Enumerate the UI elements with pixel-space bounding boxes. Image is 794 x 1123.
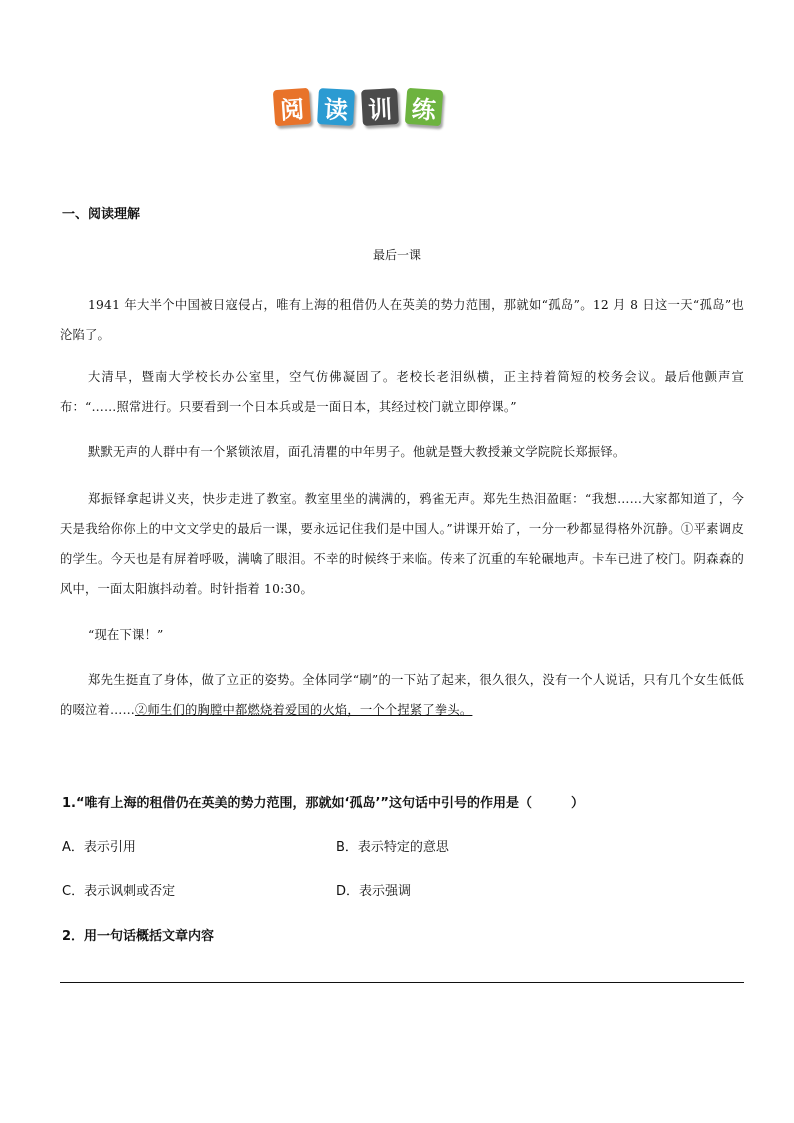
banner-tile-4	[405, 88, 443, 126]
passage-paragraph-5: “现在下课！”	[88, 628, 164, 642]
passage-paragraph-4: 郑振铎拿起讲义夹，快步走进了教室。教室里坐的满满的，鸦雀无声。郑先生热泪盈眶：“我想……大家都知道了，今天是我给你你上的中文文学史的最后一课，要永远记住我们是中国人。”讲课开始了，一分一秒都显得格外沉静。①平素调皮的学生。今天也是有屏着呼吸，满噙了眼泪。不幸的时候终于来临。传来了沉重的车轮碾地声。卡车已进了校门。阴森森的风中，一面太阳旗抖动着。时针指着 10:30。	[60, 492, 744, 596]
question-1: 1.“唯有上海的租借仍在英美的势力范围，那就如‘孤岛’”这句话中引号的作用是（ ）	[62, 796, 584, 811]
underlined-sentence-2: ②师生们的胸膛中都燃烧着爱国的火焰，一个个捏紧了拳头。	[134, 703, 473, 717]
section-title: 一、阅读理解	[62, 207, 141, 222]
banner-char-4: 练	[410, 94, 437, 125]
passage-paragraph-6	[60, 665, 744, 725]
passage-paragraph-2: 大清早，暨南大学校长办公室里，空气仿佛凝固了。老校长老泪纵横，正主持着简短的校务会议。最后他颤声宣布：“……照常进行。只要看到一个日本兵或是一面日本，其经过校门就立即停课。”	[60, 370, 744, 414]
q1-option-a[interactable]: A．表示引用	[62, 840, 136, 855]
answer-line[interactable]	[60, 982, 744, 983]
banner-tile-1	[273, 88, 311, 126]
q1-option-b[interactable]: B．表示特定的意思	[336, 840, 449, 855]
reading-training-banner	[274, 89, 444, 131]
paragraph-6-text: 郑先生挺直了身体，做了立正的姿势。全体同学“刷”的一下站了起来，很久很久，没有一个人说话，只有几个女生低低的啜泣着……	[60, 673, 744, 717]
q1-option-c[interactable]: C．表示讽刺或否定	[62, 884, 176, 899]
passage-paragraph-1: 1941 年大半个中国被日寇侵占，唯有上海的租借仍人在英美的势力范围，那就如“孤岛”。12 月 8 日这一天“孤岛”也沦陷了。	[60, 298, 744, 342]
banner-char-1: 阅	[279, 94, 306, 125]
passage-title: 最后一课	[372, 248, 421, 262]
banner-tile-3	[361, 88, 399, 126]
banner-tile-2	[317, 88, 355, 126]
banner-char-3: 训	[367, 94, 393, 125]
question-2: 2．用一句话概括文章内容	[62, 929, 215, 944]
passage-paragraph-3: 默默无声的人群中有一个紧锁浓眉，面孔清瞿的中年男子。他就是暨大教授兼文学院院长郑振铎。	[88, 445, 626, 459]
banner-char-2: 读	[323, 94, 349, 125]
q1-option-d[interactable]: D．表示强调	[336, 884, 412, 899]
